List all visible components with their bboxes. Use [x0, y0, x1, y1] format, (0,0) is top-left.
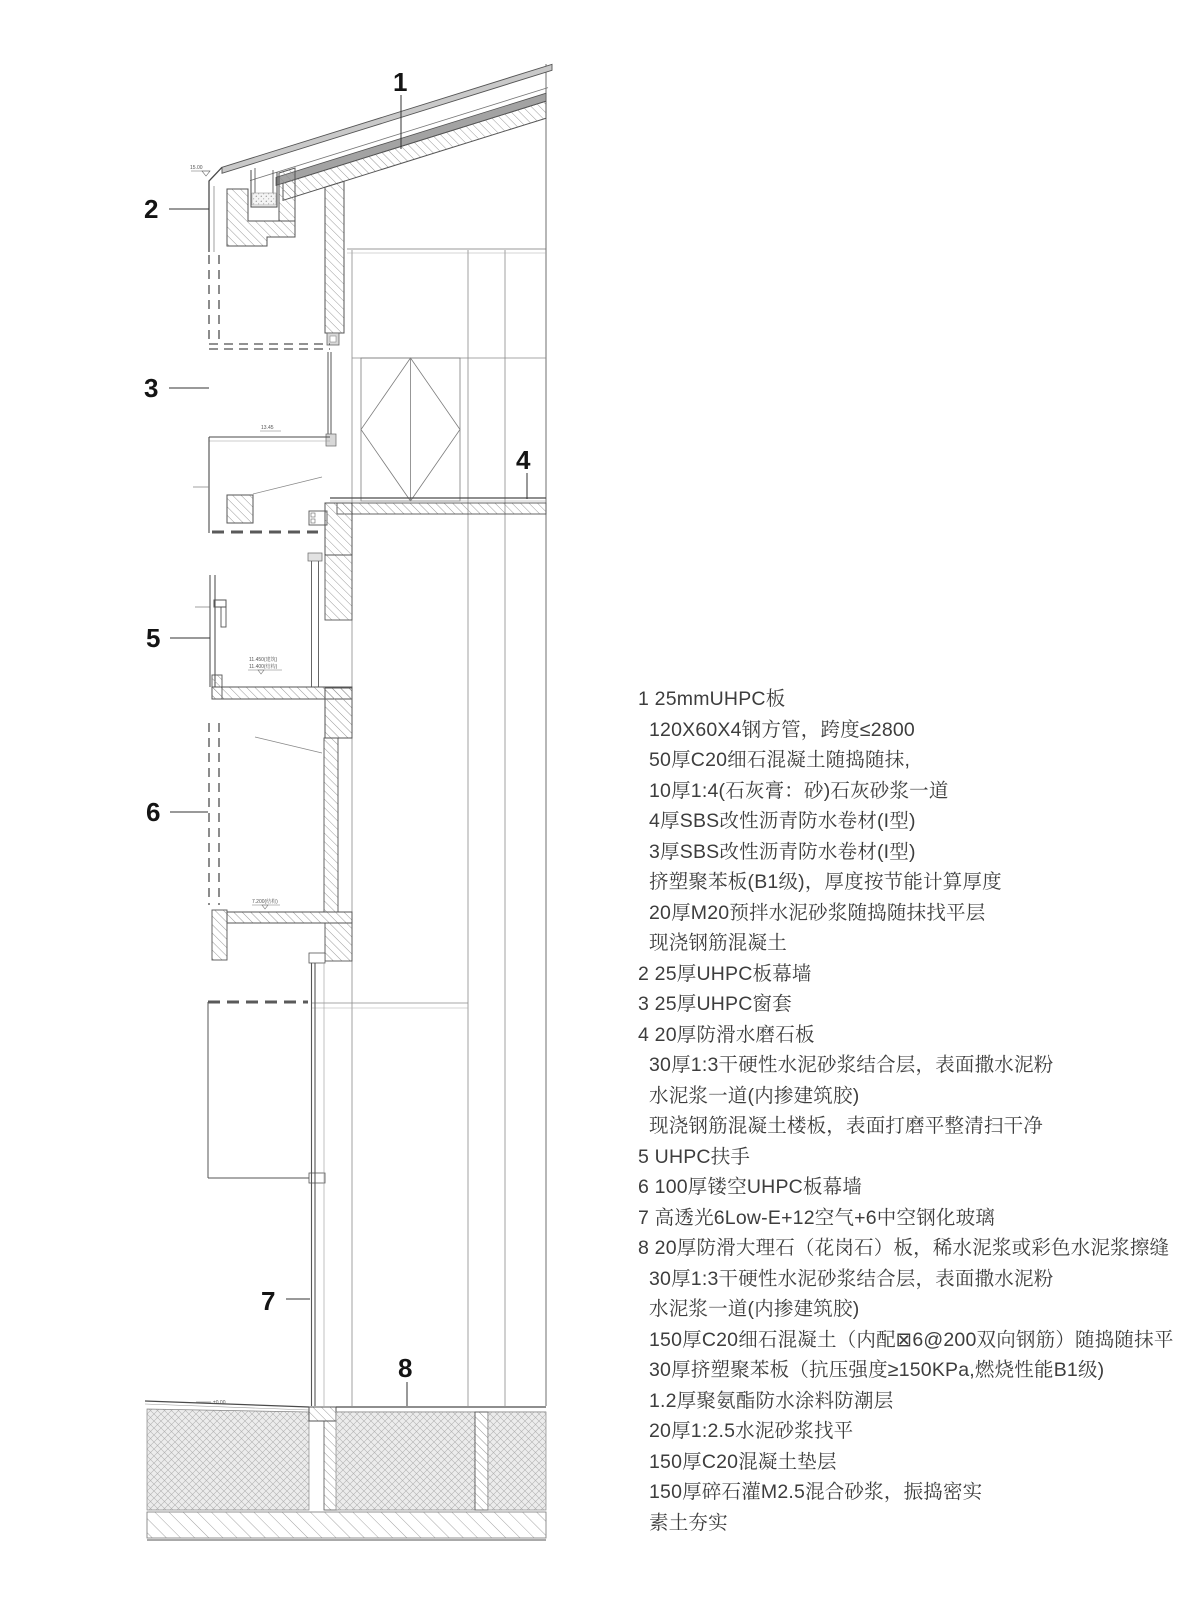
- legend-line: 8 20厚防滑大理石（花岗石）板，稀水泥浆或彩色水泥浆擦缝: [638, 1237, 1170, 1259]
- roof-assembly: [222, 64, 552, 200]
- level-label-balcony-arch: 11.450(建筑): [249, 657, 278, 663]
- legend-line: 50厚C20细石混凝土随捣随抹,: [649, 749, 911, 771]
- handrail-profile: [214, 600, 226, 607]
- exterior-ground: [147, 1409, 309, 1510]
- diamond-panel: [361, 358, 460, 501]
- callout-3: 3: [144, 373, 159, 403]
- curtain-wall: [208, 963, 325, 1406]
- interior-ground-left: [336, 1412, 475, 1510]
- legend-line: 20厚M20预拌水泥砂浆随捣随抹找平层: [649, 901, 986, 924]
- detail-drawing: [130, 55, 570, 1550]
- callout-6: 6: [146, 797, 161, 827]
- legend-line: 150厚碎石灌M2.5混合砂浆，振捣密实: [649, 1481, 983, 1503]
- callout-4: 4: [516, 445, 531, 475]
- callout-leaders: [169, 95, 527, 1406]
- edge-beam: [325, 503, 352, 555]
- window-sill-block: [227, 495, 253, 523]
- callout-8: 8: [398, 1353, 413, 1383]
- parapet-level-mark: [190, 165, 210, 176]
- legend-line: 水泥浆一道(内掺建筑胶): [649, 1084, 860, 1107]
- mullion-footing: [309, 1407, 336, 1421]
- level-label-balcony-struct: 11.400(结构): [249, 664, 278, 670]
- level-label-ground: ±0.00: [213, 1400, 226, 1406]
- balcony-level-mark: [248, 656, 282, 674]
- legend-line: 20厚1:2.5水泥砂浆找平: [649, 1420, 854, 1442]
- legend-line: 现浇钢筋混凝土楼板，表面打磨平整清扫干净: [649, 1115, 1044, 1137]
- base-course: [147, 1512, 546, 1538]
- window-band: [193, 352, 336, 533]
- parapet-upstand: [279, 168, 295, 221]
- legend-line: 4厚SBS改性沥青防水卷材(I型): [649, 810, 916, 832]
- legend-line: 10厚1:4(石灰膏：砂)石灰砂浆一道: [649, 779, 949, 802]
- legend-line: 6 100厚镂空UHPC板幕墙: [638, 1176, 863, 1198]
- callout-5: 5: [146, 623, 161, 653]
- ground-buildup: [145, 1400, 546, 1540]
- callout-1: 1: [393, 67, 408, 97]
- level-label-floor: 7.200(结构): [252, 899, 278, 905]
- legend-line: 120X60X4钢方管，跨度≤2800: [649, 718, 915, 741]
- interior-wall-footing: [475, 1412, 488, 1510]
- legend-line: 30厚1:3干硬性水泥砂浆结合层，表面撒水泥粉: [649, 1267, 1054, 1290]
- legend-line: 2 25厚UHPC板幕墙: [638, 962, 812, 985]
- legend-line: 3 25厚UHPC窗套: [638, 993, 792, 1015]
- mid-floor-slab: [308, 498, 546, 687]
- legend-line: 30厚挤塑聚苯板（抗压强度≥150KPa,燃烧性能B1级): [649, 1359, 1105, 1381]
- wall-column-lower: [324, 738, 338, 912]
- callout-2: 2: [144, 194, 159, 224]
- legend-line: 现浇钢筋混凝土: [649, 932, 787, 954]
- legend-line: 1 25mmUHPC板: [638, 688, 786, 710]
- legend-line: 150厚C20细石混凝土（内配⊠6@200双向钢筋）随捣随抹平: [649, 1328, 1174, 1351]
- floor-level-mark: [252, 898, 280, 909]
- callout-7: 7: [261, 1286, 276, 1316]
- interior-ground-right: [488, 1412, 546, 1510]
- legend-line: 7 高透光6Low-E+12空气+6中空钢化玻璃: [638, 1206, 995, 1229]
- legend-line: 水泥浆一道(内掺建筑胶): [649, 1298, 860, 1320]
- window-level-mark: [260, 425, 281, 431]
- material-legend: [638, 684, 1174, 1538]
- legend-line: 30厚1:3干硬性水泥砂浆结合层，表面撒水泥粉: [649, 1054, 1054, 1076]
- legend-line: 3厚SBS改性沥青防水卷材(I型): [649, 840, 916, 863]
- balcony-slab-lower: [227, 912, 352, 923]
- level-label-window: 13.45: [261, 425, 274, 431]
- legend-line: 素土夯实: [649, 1511, 728, 1534]
- legend-line: 150厚C20混凝土垫层: [649, 1450, 837, 1473]
- level-label-parapet: 15.00: [190, 165, 203, 171]
- legend-line: 5 UHPC扶手: [638, 1145, 751, 1168]
- sill-connector: [309, 511, 327, 525]
- legend-line: 4 20厚防滑水磨石板: [638, 1023, 815, 1046]
- wall-column-upper: [325, 181, 344, 345]
- legend-line: 挤塑聚苯板(B1级)，厚度按节能计算厚度: [649, 871, 1002, 893]
- legend-line: 1.2厚聚氨酯防水涂料防潮层: [649, 1389, 894, 1412]
